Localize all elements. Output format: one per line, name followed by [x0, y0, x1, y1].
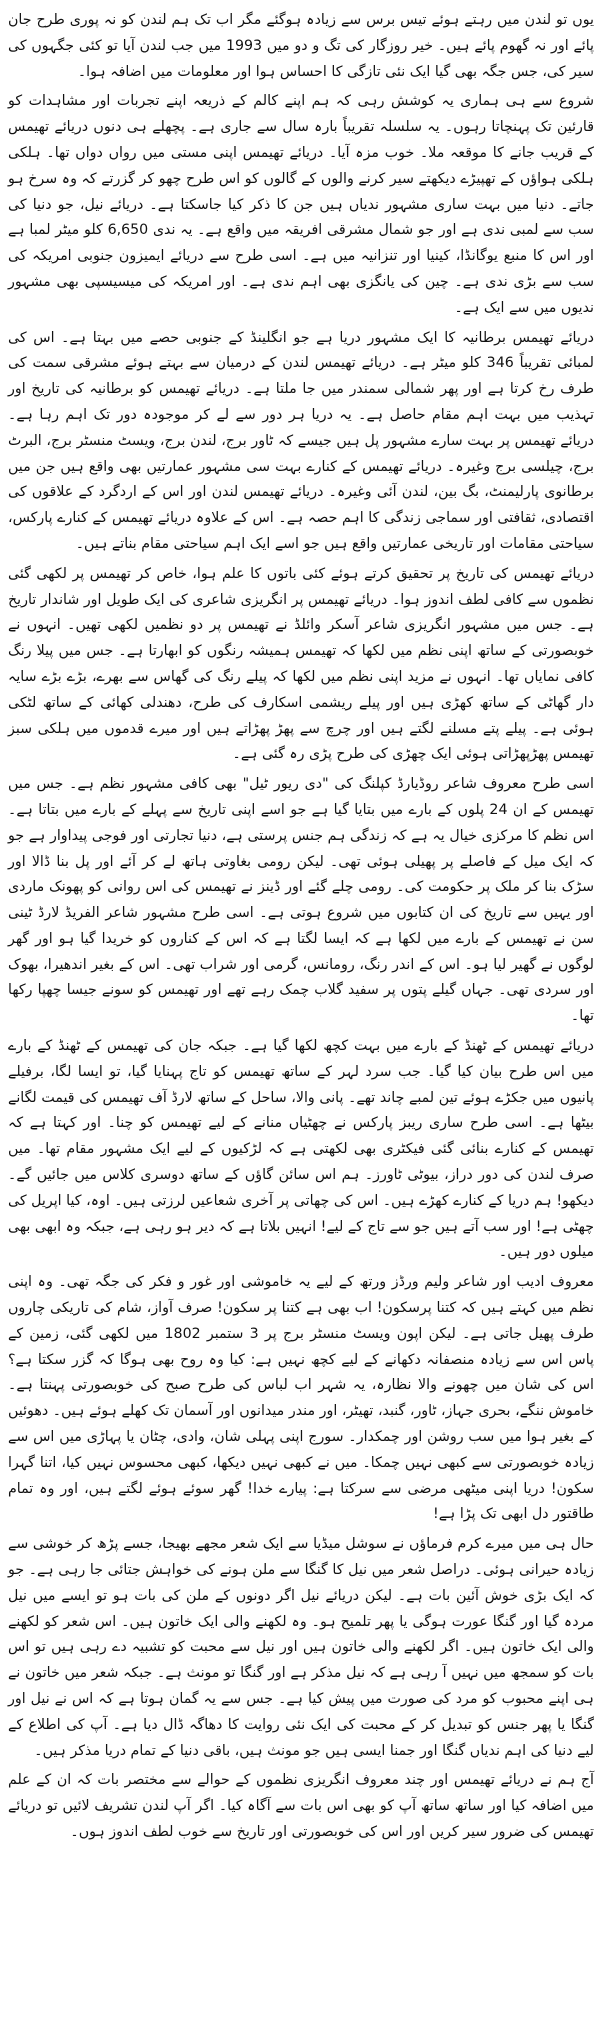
- paragraph-thames-poetry: دریائے تھیمس کی تاریخ پر تحقیق کرتے ہوئے کئی باتوں کا علم ہوا، خاص کر تھیمس پر لکھی گئی نظموں سے کافی لطف اندوز ہوا۔ دریائے تھیمس پر انگریزی شاعری کی ایک طویل اور شاندار تاریخ ہے۔ جس میں مشہور انگریزی شاعر آسکر وائلڈ نے تھیمس پر دو نظمیں لکھی تھیں۔ انہوں نے خوبصورتی کے ساتھ اپنی نظم میں لکھا کہ تھیمس ہمیشہ رنگوں کو ابھارتا ہے۔ جس میں پیلا رنگ کافی نمایاں تھا۔ انہوں نے مزید اپنی نظم میں لکھا کہ پیلے رنگ کی گھاس سے بھرے، بڑے بڑے سایہ دار گھاٹی کے ساتھ کھڑی ہیں اور پیلے ریشمی اسکارف کی طرح، دھندلی کھائی کے ساتھ لٹکی ہوئی ہے۔ پیلے پتے مسلنے لگتے ہیں اور چرچ سے پھڑ پھڑاتے ہیں اور میرے قدموں میں ہلکی سبز تھیمس پھڑپھڑاتی ہوئی ایک چھڑی کی طرح پڑی رہ گئی ہے۔: [8, 565, 594, 763]
- paragraph-conclusion: آج ہم نے دریائے تھیمس اور چند معروف انگریزی نظموں کے حوالے سے مختصر بات کہ ان کے علم میں اضافہ کیا اور ساتھ ساتھ آپ کو بھی اس بات سے آگاہ کیا۔ اگر آپ لندن تشریف لائیں تو دریائے تھیمس کی ضرور سیر کریں اور اس کی خوبصورتی اور تاریخ سے خوب لطف اندوز ہوں۔: [8, 1772, 594, 1840]
- paragraph-famous-rivers: شروع سے ہی ہماری یہ کوشش رہی کہ ہم اپنے کالم کے ذریعہ اپنے تجربات اور مشاہدات کو قارئین تک پہنچاتا رہوں۔ یہ سلسلہ تقریباً بارہ سال سے جاری ہے۔ پچھلے ہی دنوں دریائے تھیمس کے قریب جانے کا موقعہ ملا۔ خوب مزہ آیا۔ دریائے تھیمس اپنی مستی میں رواں دواں تھا۔ ہلکی ہلکی ہواؤں کے تھپیڑے دیکھتے سیر کرنے والوں کے گالوں کو اس طرح چھو کر گزرتے کہ وہ سرخ ہو جاتے۔ دنیا میں بہت ساری مشہور ندیاں ہیں جن کا ذکر کیا جاسکتا ہے۔ دریائے نیل، جو دنیا کی سب سے لمبی ندی ہے اور جو شمال مشرقی افریقہ میں واقع ہے۔ یہ ندی 6,650 کلو میٹر لمبا ہے اور اس کا منبع یوگانڈا، کینیا اور تنزانیہ میں ہے۔ اسی طرح سے دریائے ایمیزون جنوبی امریکہ کی سب سے بڑی ندی ہے۔ چین کی یانگزی بھی اہم ندی ہے۔ اور امریکہ کی میسیسپی بھی مشہور ندیوں میں سے ایک ہے۔: [8, 93, 594, 316]
- paragraph-intro: یوں تو لندن میں رہتے ہوئے تیس برس سے زیادہ ہوگئے مگر اب تک ہم لندن کو نہ پوری طرح جان پائے اور نہ گھوم پائے ہیں۔ خیر روزگار کی تگ و دو میں 1993 میں جب لندن آیا تو کئی جگہوں کی سیر کی، جس جگہ بھی گیا ایک نئی تازگی کا احساس ہوا اور معلومات میں اضافہ ہوا۔: [8, 12, 594, 80]
- paragraph-kipling-poem: اسی طرح معروف شاعر روڈیارڈ کپلنگ کی "دی ریور ٹیل" بھی کافی مشہور نظم ہے۔ جس میں تھیمس کے ان 24 پلوں کے بارے میں بتایا گیا ہے جو اسے اپنی تاریخ سے پہلے کے بارے میں بتاتا ہے۔ اس نظم کا مرکزی خیال یہ ہے کہ زندگی ہم جنس پرستی ہے، دنیا تجارتی اور فوجی پیداوار ہے جو کہ ایک میل کے فاصلے پر پھیلی ہوئی تھی۔ لیکن رومی بغاوتی ہاتھ لے کر آئے اور پل بنا ڈالا اور سڑک بنا کر ملک پر حکومت کی۔ رومی چلے گئے اور ڈینز نے تھیمس کی اس روانی کو پھونک ماردی اور یہیں سے تاریخ کی ان کتابوں میں شروع ہوتی ہے۔ اسی طرح مشہور شاعر الفریڈ لارڈ ٹینی سن نے تھیمس کے بارے میں لکھا ہے کہ ایسا لگتا ہے کہ اس کے کناروں کو خریدا گیا ہو اور گھر لوگوں نے گھیر لیا ہو۔ اس کے اندر رنگ، رومانس، گرمی اور شراب تھی۔ اس کے بغیر اندھیرا، بھوک اور سردی تھی۔ جہاں گیلے پتوں پر سفید گلاب چمک رہے تھے اور تھیمس کو سونے جیسا چھپا رکھا تھا۔: [8, 776, 594, 1025]
- paragraph-thames-frost: دریائے تھیمس کے ٹھنڈ کے بارے میں بہت کچھ لکھا گیا ہے۔ جبکہ جان کی تھیمس کے ٹھنڈ کے بارے میں اس طرح بیان کیا گیا۔ جب سرد لہر کے ساتھ تھیمس کو تاج پہنایا گیا، تو ایسا لگا، برفیلے پانیوں میں جکڑے ہوئے تین لمبے چاند تھے۔ پانی والا، ساحل کے ساتھ لارڈ آف تھیمس کی قیمت لگانے بیٹھا ہے۔ اسی طرح ساری ریبز پارکس نے چھٹیاں منانے کے لیے تھیمس کو چنا۔ اور کہتا ہے کہ تھیمس کے کنارے بنائی گئی فیکٹری بھی لکھتی ہے کہ لڑکیوں کے لیے ایک مشہور مقام تھا۔ میں صرف لندن کی دور دراز، بیوٹی ٹاورز۔ ہم اس سائن گاؤں کے ساتھ دوسری کلاس میں جائیں گے۔ دیکھو! ہم دریا کے کنارے کھڑے ہیں۔ اس کی چھاتی پر آخری شعاعیں لرزتی ہیں۔ اوہ، کیا اپریل کی چھٹی ہے! اور سب آتے ہیں جو سے تاج کے لیے! انہیں بلاتا ہے کہ دیر ہو رہی ہے، جبکہ وہ ابھی بھی میلوں دور ہیں۔: [8, 1038, 594, 1261]
- paragraph-thames-overview: دریائے تھیمس برطانیہ کا ایک مشہور دریا ہے جو انگلینڈ کے جنوبی حصے میں بہتا ہے۔ اس کی لمبائی تقریباً 346 کلو میٹر ہے۔ دریائے تھیمس لندن کے درمیان سے بہتے ہوئے مشرقی سمت کی طرف رخ کرتا ہے اور پھر شمالی سمندر میں جا ملتا ہے۔ دریائے تھیمس کو برطانیہ کی تاریخ اور تہذیب میں بہت اہم مقام حاصل ہے۔ یہ دریا ہر دور سے لے کر موجودہ دور تک اہم رہا ہے۔ دریائے تھیمس پر بہت سارے مشہور پل ہیں جیسے کہ ٹاور برج، لندن برج، ویسٹ منسٹر برج، البرٹ برج، چیلسی برج وغیرہ۔ دریائے تھیمس کے کنارے بہت سی مشہور عمارتیں بھی واقع ہیں جن میں برطانوی پارلیمنٹ، بگ بین، لندن آئی وغیرہ۔ دریائے تھیمس لندن اور اس کے اردگرد کے علاقوں کی اقتصادی، ثقافتی اور سماجی زندگی کا اہم حصہ ہے۔ اس کے علاوہ دریائے تھیمس کے کنارے پارکس، سیاحتی مقامات اور تاریخی عمارتیں واقع ہیں جو اسے ایک اہم سیاحتی مقام بناتے ہیں۔: [8, 329, 594, 552]
- paragraph-wordsworth: معروف ادیب اور شاعر ولیم ورڈز ورتھ کے لیے یہ خاموشی اور غور و فکر کی جگہ تھی۔ وہ اپنی نظم میں کہتے ہیں کہ کتنا پرسکون! اب بھی ہے کتنا پر سکون! صرف آواز، شام کی تاریکی چاروں طرف پھیل جاتی ہے۔ لیکن اپون ویسٹ منسٹر برج پر 3 ستمبر 1802 میں لکھی گئی، زمین کے پاس اس سے زیادہ منصفانہ دکھانے کے لیے کچھ نہیں ہے: کیا وہ روح بھی ہوگا کہ گزر سکتا ہے؟ اس کی شان میں چھونے والا نظارہ، یہ شہر اب لباس کی طرح صبح کی خوبصورتی پہنتا ہے۔ خاموش ننگے، بحری جہاز، ٹاور، گنبد، تھیٹر، اور مندر میدانوں اور آسمان تک کھلے ہوئے ہیں۔ دھوئیں کے بغیر ہوا میں سب روشن اور چمکدار۔ سورج اپنی پہلی شان، وادی، چٹان یا پہاڑی میں اس سے زیادہ خوبصورتی سے کبھی نہیں چمکا۔ میں نے کبھی نہیں دیکھا، کبھی محسوس نہیں کیا، اتنا گہرا سکون! دریا اپنی میٹھی مرضی سے سرکتا ہے: پیارے خدا! گھر سوئے ہوئے لگتے ہیں، اور وہ تمام طاقتور دل ابھی تک پڑا ہے!: [8, 1274, 595, 1523]
- paragraph-nile-ganga: حال ہی میں میرے کرم فرماؤں نے سوشل میڈیا سے ایک شعر مجھے بھیجا، جسے پڑھ کر خوشی سے زیادہ حیرانی ہوئی۔ دراصل شعر میں نیل کا گنگا سے ملن ہونے کی خواہش جتائی جا رہی ہے۔ جو کہ ایک بڑی خوش آئین بات ہے۔ لیکن دریائے نیل اگر دونوں کے ملن کی بات ہو تو ایسے میں نیل مردہ گیا اور گنگا عورت ہوگی یا پھر تلمیح ہو۔ وہ لکھنے والی ایک خاتون ہیں۔ اس شعر کو لکھنے والی ایک خاتون ہیں۔ اگر لکھنے والی خاتون ہیں اور نیل سے محبت کو تشبیہ دے رہی ہیں تو اس بات کو سمجھ میں نہیں آ رہی ہے کہ نیل مذکر ہے اور گنگا تو مونث ہے۔ جبکہ شعر میں خاتون نے ہی اپنے محبوب کو مرد کی صورت میں پیش کیا ہے۔ جس سے یہ گمان ہوتا ہے کہ اس نے نیل اور گنگا یا پھر جنس کو تبدیل کر کے محبت کی ایک نئی روایت کا دھاگہ ڈال دیا ہے۔ آپ کی اطلاع کے لیے دنیا کی اہم ندیاں گنگا اور جمنا ایسی ہیں جو مونث ہیں، باقی دنیا کے تمام دریا مذکر ہیں۔: [8, 1536, 594, 1759]
